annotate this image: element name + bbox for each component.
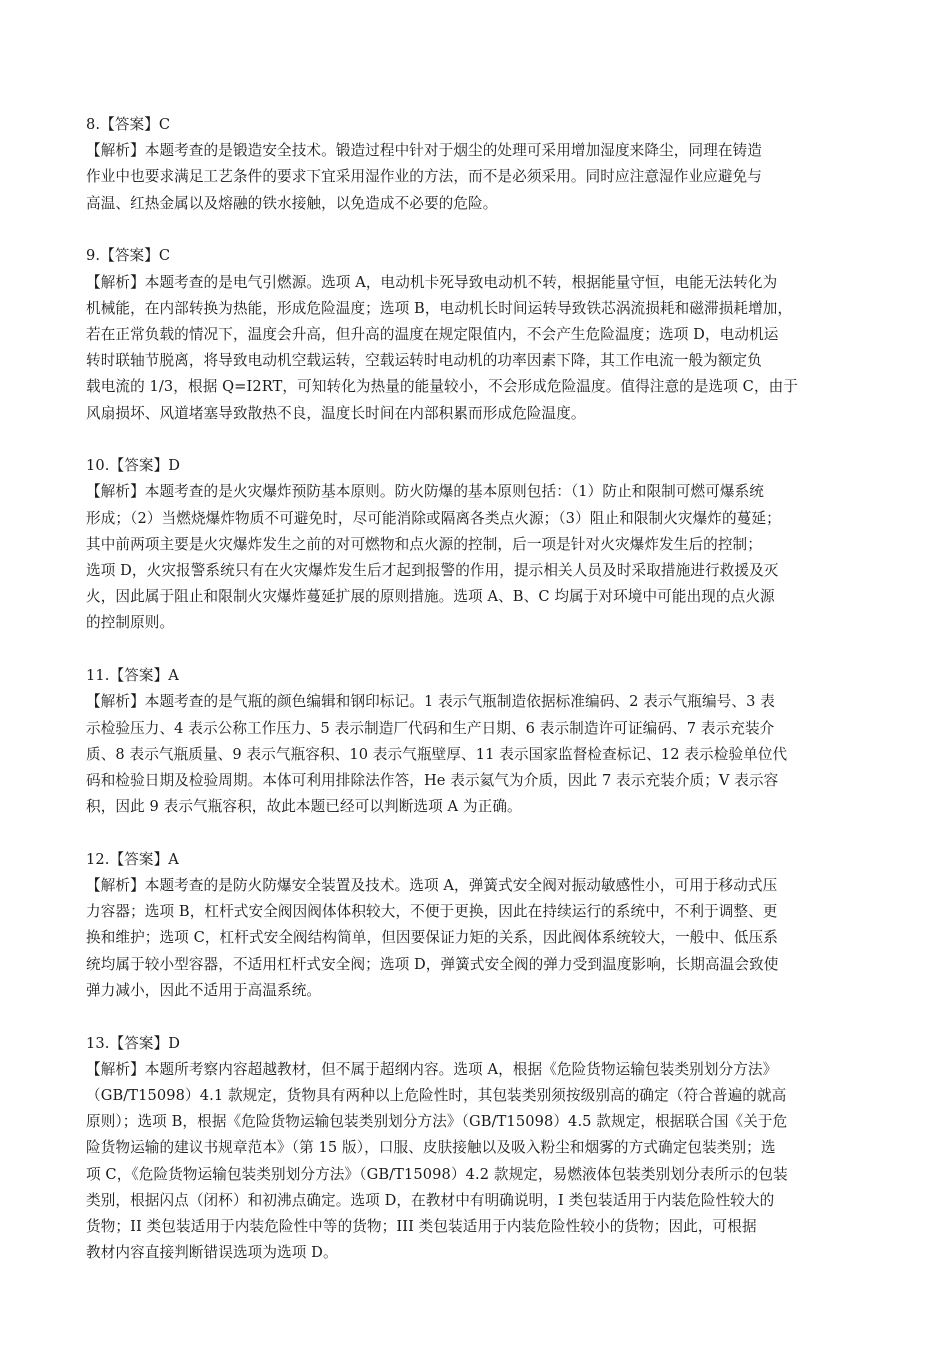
answer-line: 8.【答案】C [86,116,171,133]
explanation-line: 的控制原则。 [86,614,175,632]
explanation-line: 形成；（2）当燃烧爆炸物质不可避免时，尽可能消除或隔离各类点火源；（3）阻止和限制火灾爆炸的蔓延； [86,509,781,527]
explanation-line: 若在正常负载的情况下，温度会升高，但升高的温度在规定限值内，不会产生危险温度；选项 D，电动机运 [86,325,779,343]
explanation-line: 【解析】本题所考察内容超越教材，但不属于超纲内容。选项 A，根据《危险货物运输包装类别划分方法》 [86,1060,778,1078]
answer-line: 12.【答案】A [86,850,179,868]
answer-line: 13.【答案】D [86,1034,181,1052]
explanation-line: 码和检验日期及检验周期。本体可利用排除法作答，He 表示氦气为介质，因此 7 表示充装介质；V 表示容 [86,771,779,789]
explanation-line: 载电流的 1/3，根据 Q=I2RT，可知转化为热量的能量较小，不会形成危险温度。值得注意的是选项 C，由于 [86,378,799,396]
question-block [86,847,868,1004]
explanation-line: 【解析】本题考查的是火灾爆炸预防基本原则。防火防爆的基本原则包括：（1）防止和限制可燃可爆系统 [86,483,765,501]
explanation-line: 类别，根据闪点（闭杯）和初沸点确定。选项 D，在教材中有明确说明，I 类包装适用于内装危险性较大的 [86,1191,775,1209]
question-block [86,663,868,820]
explanation-line: 货物；II 类包装适用于内装危险性中等的货物；III 类包装适用于内装危险性较小的货物；因此，可根据 [86,1218,757,1236]
explanation-line: 统均属于较小型容器，不适用杠杆式安全阀；选项 D，弹簧式安全阀的弹力受到温度影响，长期高温会致使 [86,955,779,973]
explanation-line: 示检验压力、4 表示公称工作压力、5 表示制造厂代码和生产日期、6 表示制造许可证编码、7 表示充装介 [86,719,775,737]
answer-line: 10.【答案】D [86,457,181,475]
explanation-line: 作业中也要求满足工艺条件的要求下宜采用湿作业的方法，而不是必须采用。同时应注意湿作业应避免与 [86,168,762,186]
question-block [86,1031,868,1267]
explanation-line: 教材内容直接判断错误选项为选项 D。 [86,1244,338,1262]
explanation-line: 选项 D，火灾报警系统只有在火灾爆炸发生后才起到报警的作用，提示相关人员及时采取措施进行救援及灭 [86,562,779,580]
explanation-line: 高温、红热金属以及熔融的铁水接触，以免造成不必要的危险。 [86,194,498,212]
explanation-line: 火，因此属于阻止和限制火灾爆炸蔓延扩展的原则措施。选项 A、B、C 均属于对环境中可能出现的点火源 [86,588,775,606]
explanation-line: 力容器；选项 B，杠杆式安全阀因阀体体积较大，不便于更换，因此在持续运行的系统中，不利于调整、更 [86,903,778,921]
explanation-line: 其中前两项主要是火灾爆炸发生之前的对可燃物和点火源的控制，后一项是针对火灾爆炸发生后的控制； [86,535,762,553]
explanation-line: 原则）；选项 B，根据《危险货物运输包装类别划分方法》（GB/T15098）4.5 款规定，根据联合国《关于危 [86,1113,788,1131]
explanation-line: 【解析】本题考查的是电气引燃源。选项 A，电动机卡死导致电动机不转，根据能量守恒，电能无法转化为 [86,273,778,291]
explanation-line: 【解析】本题考查的是气瓶的颜色编辑和钢印标记。1 表示气瓶制造依据标准编码、2 表示气瓶编号、3 表 [86,693,775,711]
explanation-line: （GB/T15098）4.1 款规定，货物具有两种以上危险性时，其包装类别须按级别高的确定（符合普遍的就高 [86,1087,787,1104]
explanation-line: 【解析】本题考查的是防火防爆安全装置及技术。选项 A，弹簧式安全阀对振动敏感性小，可用于移动式压 [86,877,778,895]
document-page [86,112,868,1293]
question-block [86,453,868,636]
explanation-line: 机械能，在内部转换为热能，形成危险温度；选项 B，电动机长时间运转导致铁芯涡流损耗和磁滞损耗增加， [86,299,793,317]
explanation-line: 【解析】本题考查的是锻造安全技术。锻造过程中针对于烟尘的处理可采用增加湿度来降尘，同理在铸造 [86,142,762,160]
explanation-line: 弹力减小，因此不适用于高温系统。 [86,981,322,999]
answer-line: 9.【答案】C [86,247,171,265]
explanation-line: 积，因此 9 表示气瓶容积，故此本题已经可以判断选项 A 为正确。 [86,798,522,816]
explanation-line: 风扇损坏、风道堵塞导致散热不良，温度长时间在内部积累而形成危险温度。 [86,404,586,422]
question-block [86,112,868,217]
question-block [86,243,868,426]
explanation-line: 险货物运输的建议书规章范本》（第 15 版），口服、皮肤接触以及吸入粉尘和烟雾的方式确定包装类别；选 [86,1139,776,1157]
explanation-line: 项 C，《危险货物运输包装类别划分方法》（GB/T15098）4.2 款规定，易燃液体包装类别划分表所示的包装 [86,1165,788,1183]
explanation-line: 质、8 表示气瓶质量、9 表示气瓶容积、10 表示气瓶壁厚、11 表示国家监督检查标记、12 表示检验单位代 [86,745,788,763]
explanation-line: 转时联轴节脱离，将导致电动机空载运转，空载运转时电动机的功率因素下降，其工作电流一般为额定负 [86,352,762,370]
explanation-line: 换和维护；选项 C，杠杆式安全阀结构简单，但因要保证力矩的关系，因此阀体系统较大，一般中、低压系 [86,929,778,947]
answer-line: 11.【答案】A [86,667,179,685]
